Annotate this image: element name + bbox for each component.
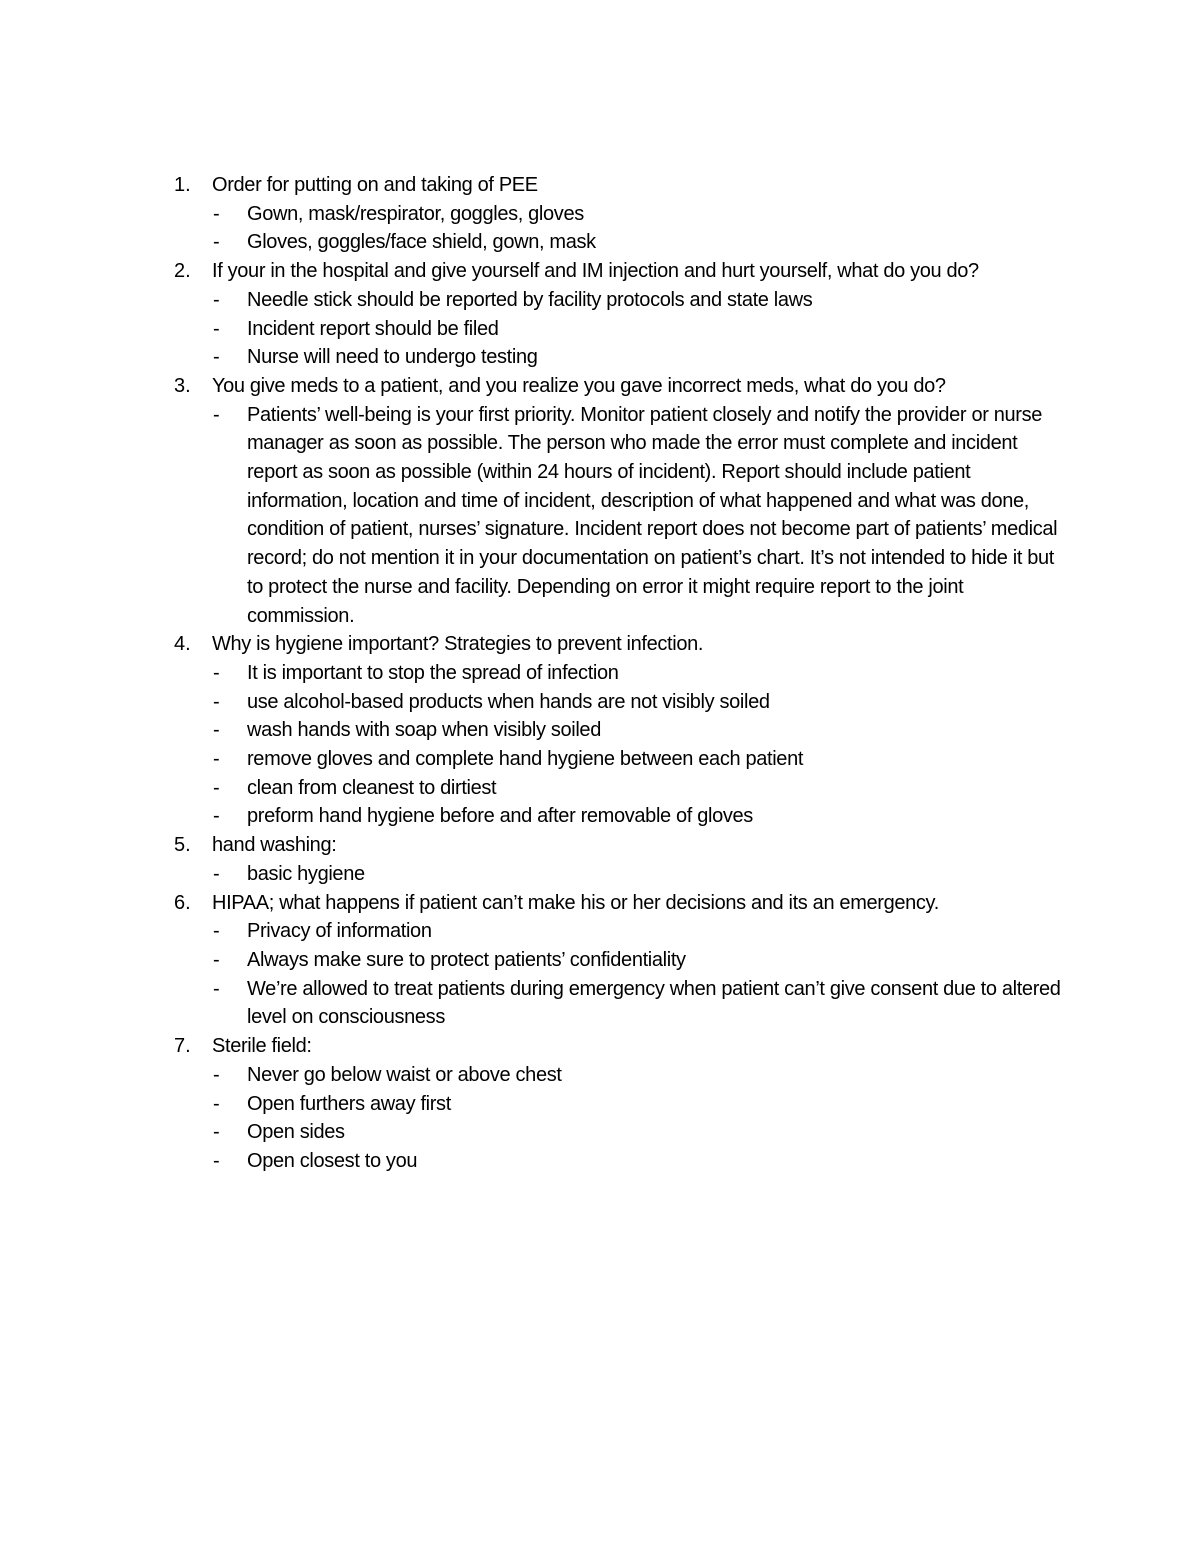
- answer-bullet: [0, 401, 1200, 631]
- question-6: [0, 889, 1200, 918]
- bullet-text: preform hand hygiene before and after removable of gloves: [247, 805, 753, 828]
- answer-bullet: [0, 659, 1200, 688]
- bullet-text: Needle stick should be reported by facility protocols and state laws: [247, 288, 813, 311]
- question-number: 7.: [174, 1035, 191, 1058]
- answer-bullet: [0, 1090, 1200, 1119]
- answer-bullet: [0, 917, 1200, 946]
- question-number: 5.: [174, 834, 191, 857]
- bullet-text: wash hands with soap when visibly soiled: [247, 719, 601, 742]
- bullet-marker: -: [213, 1063, 220, 1086]
- bullet-marker: -: [213, 1149, 220, 1172]
- answer-bullet: [0, 200, 1200, 229]
- bullet-marker: -: [213, 403, 220, 426]
- question-text: Why is hygiene important? Strategies to prevent infection.: [212, 633, 704, 656]
- bullet-marker: -: [213, 805, 220, 828]
- question-4: [0, 630, 1200, 659]
- answer-bullet: [0, 745, 1200, 774]
- bullet-marker: -: [213, 776, 220, 799]
- answer-bullet: [0, 343, 1200, 372]
- answer-bullet: [0, 688, 1200, 717]
- answer-bullet: [0, 802, 1200, 831]
- bullet-marker: -: [213, 977, 220, 1000]
- question-text: Sterile field:: [212, 1035, 312, 1058]
- bullet-marker: -: [213, 1121, 220, 1144]
- question-1: [0, 171, 1200, 200]
- bullet-marker: -: [213, 288, 220, 311]
- answer-bullet: [0, 860, 1200, 889]
- bullet-text: Privacy of information: [247, 920, 432, 943]
- question-2: [0, 257, 1200, 286]
- question-number: 3.: [174, 374, 191, 397]
- bullet-text: Patients’ well-being is your first priority. Monitor patient closely and notify the provider or nurse manager as soon as possible. The person who made the error must complete and incident report as soon as possible (within 24 hours of incident). Report should include patient information, location and time of incident, description of what happened and what was done, condition of patient, nurses’ signature. Incident report does not become part of patients’ medical record; do not mention it in your documentation on patient’s chart. It’s not intended to hide it but to protect the nurse and facility. Depending on error it might require report to the joint commission.: [247, 403, 1058, 627]
- bullet-text: Gown, mask/respirator, goggles, gloves: [247, 202, 584, 225]
- bullet-text: clean from cleanest to dirtiest: [247, 776, 497, 799]
- bullet-marker: -: [213, 690, 220, 713]
- answer-bullet: [0, 774, 1200, 803]
- bullet-text: We’re allowed to treat patients during emergency when patient can’t give consent due to altered level on consciousness: [247, 977, 1061, 1029]
- bullet-marker: -: [213, 862, 220, 885]
- bullet-marker: -: [213, 231, 220, 254]
- answer-bullet: [0, 975, 1200, 1032]
- answer-bullet: [0, 315, 1200, 344]
- bullet-text: Nurse will need to undergo testing: [247, 346, 538, 369]
- question-text: Order for putting on and taking of PEE: [212, 174, 538, 196]
- question-text: If your in the hospital and give yourself and IM injection and hurt yourself, what do you do?: [212, 260, 979, 283]
- bullet-marker: -: [213, 202, 220, 225]
- question-text: HIPAA; what happens if patient can’t make his or her decisions and its an emergency.: [212, 891, 939, 914]
- bullet-marker: -: [213, 317, 220, 340]
- bullet-text: use alcohol-based products when hands are not visibly soiled: [247, 690, 770, 713]
- bullet-text: Open furthers away first: [247, 1092, 451, 1115]
- question-number: 4.: [174, 633, 191, 656]
- question-text: hand washing:: [212, 834, 337, 857]
- question-number: 1.: [174, 174, 191, 196]
- bullet-text: Never go below waist or above chest: [247, 1063, 562, 1086]
- question-number: 2.: [174, 260, 191, 283]
- bullet-text: Open closest to you: [247, 1149, 418, 1172]
- answer-bullet: [0, 228, 1200, 257]
- answer-bullet: [0, 946, 1200, 975]
- question-number: 6.: [174, 891, 191, 914]
- bullet-marker: -: [213, 1092, 220, 1115]
- document-page: [0, 171, 1200, 1176]
- bullet-text: It is important to stop the spread of infection: [247, 661, 619, 684]
- bullet-text: Incident report should be filed: [247, 317, 499, 340]
- answer-bullet: [0, 716, 1200, 745]
- question-5: [0, 831, 1200, 860]
- bullet-marker: -: [213, 346, 220, 369]
- bullet-text: Always make sure to protect patients’ confidentiality: [247, 948, 686, 971]
- answer-bullet: [0, 286, 1200, 315]
- bullet-text: remove gloves and complete hand hygiene between each patient: [247, 748, 804, 771]
- answer-bullet: [0, 1118, 1200, 1147]
- question-3: [0, 372, 1200, 401]
- question-text: You give meds to a patient, and you realize you gave incorrect meds, what do you do?: [212, 374, 946, 397]
- bullet-marker: -: [213, 948, 220, 971]
- bullet-text: basic hygiene: [247, 862, 365, 885]
- bullet-marker: -: [213, 748, 220, 771]
- answer-bullet: [0, 1147, 1200, 1176]
- bullet-marker: -: [213, 661, 220, 684]
- bullet-marker: -: [213, 920, 220, 943]
- answer-bullet: [0, 1061, 1200, 1090]
- bullet-marker: -: [213, 719, 220, 742]
- bullet-text: Gloves, goggles/face shield, gown, mask: [247, 231, 596, 254]
- question-7: [0, 1032, 1200, 1061]
- bullet-text: Open sides: [247, 1121, 345, 1144]
